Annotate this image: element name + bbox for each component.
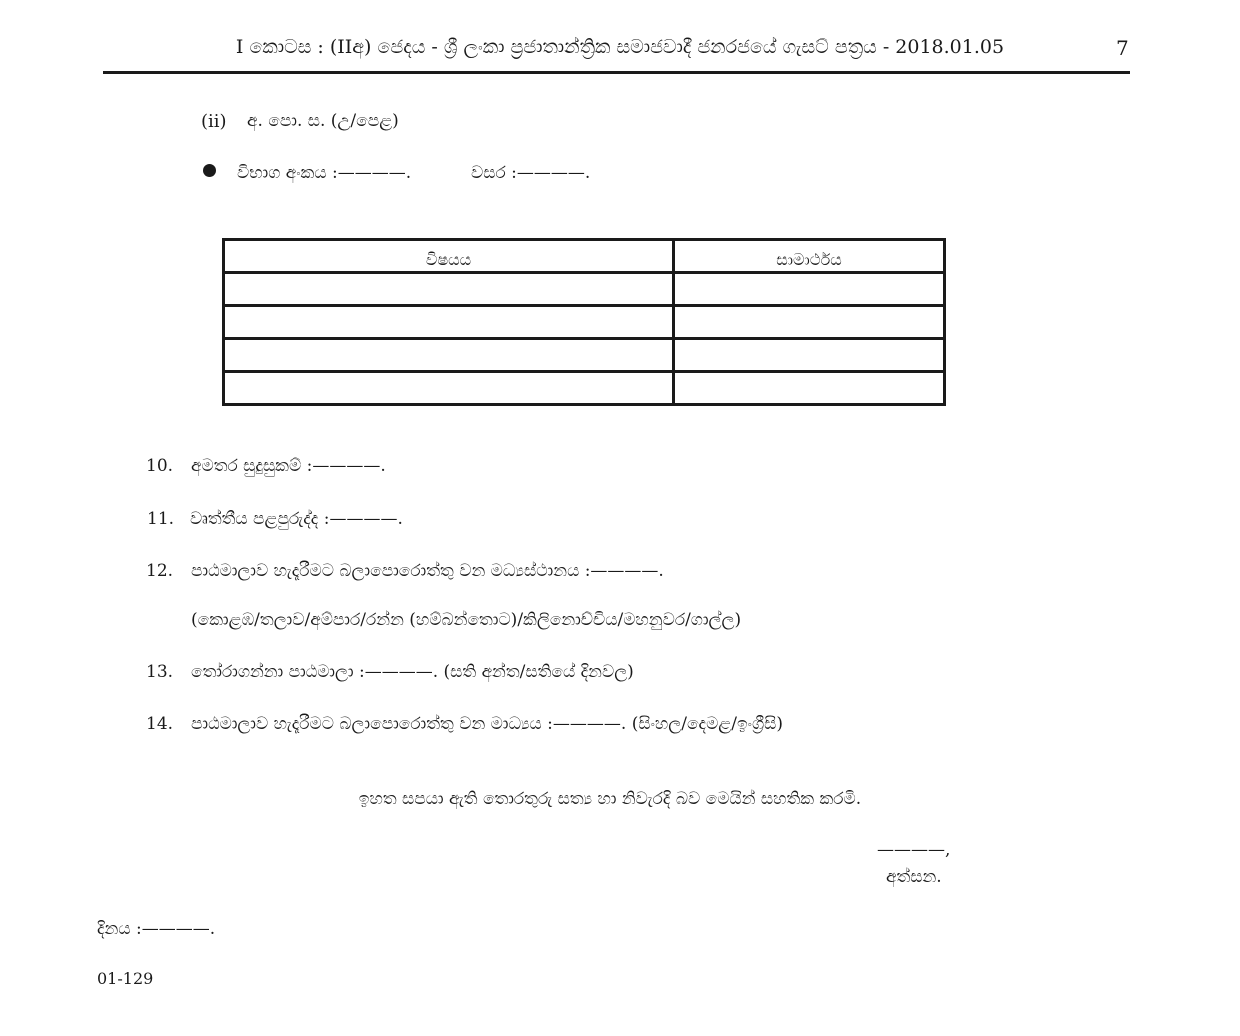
- signature-line: ————,: [877, 840, 951, 860]
- item-12-centre-options: (කොළඹ/තලාව/අම්පාර/රන්න (හම්බන්තොට)/කිලිනොච්චිය/මහනුවර/ගාල්ල): [191, 610, 742, 630]
- table-row: [224, 339, 945, 372]
- subject-cell: [224, 273, 674, 306]
- item-10-number: 10.: [146, 456, 174, 476]
- table-row: [224, 306, 945, 339]
- item-11-number: 11.: [147, 509, 175, 529]
- column-header-subject: විෂයය: [224, 240, 674, 273]
- item-14-medium: පාඨමාලාව හැදෑරීමට බලාපොරොත්තු වන මාධ්‍යය :————. (සිංහල/දෙමළ/ඉංග්‍රීසි): [191, 714, 783, 734]
- result-cell: [674, 273, 945, 306]
- date-field: දිනය :————.: [97, 919, 216, 939]
- section-ii-number: (ii): [201, 111, 227, 132]
- item-12-preferred-centre: පාඨමාලාව හැදෑරීමට බලාපොරොත්තු වන මධ්‍යස්ථානය :————.: [191, 561, 664, 581]
- subject-cell: [224, 339, 674, 372]
- declaration-statement: ඉහත සපයා ඇති තොරතුරු සත්‍ය හා නිවැරදි බව මෙයින් සහතික කරමි.: [358, 789, 862, 809]
- results-table: [222, 238, 946, 406]
- header-divider: [103, 71, 1130, 74]
- page-number: 7: [1116, 36, 1129, 60]
- item-12-number: 12.: [146, 561, 174, 581]
- result-cell: [674, 372, 945, 405]
- item-13-selected-course: තෝරාගන්නා පාඨමාලා :————. (සති අන්ත/සතියේ දිනවල): [191, 662, 634, 682]
- reference-code: 01-129: [97, 969, 154, 988]
- exam-year-field: වසර :————.: [471, 163, 591, 183]
- gazette-header-title: I කොටස : (IIඅ) ජෙදය - ශ්‍රී ලංකා ප්‍රජාතාන්ත්‍රික සමාජවාදී ජනරජයේ ගැසට් පත්‍රය - 2018.01.05: [235, 36, 1005, 58]
- subject-cell: [224, 306, 674, 339]
- column-header-result: සාමාර්ථය: [674, 240, 945, 273]
- section-ii-title: අ. පො. ස. (උ/පෙළ): [247, 111, 399, 131]
- result-cell: [674, 339, 945, 372]
- table-row: [224, 372, 945, 405]
- bullet-icon: [203, 164, 216, 177]
- item-13-number: 13.: [146, 662, 174, 682]
- subject-cell: [224, 372, 674, 405]
- item-11-work-experience: වෘත්තීය පළපුරුද්ද :————.: [190, 509, 403, 529]
- result-cell: [674, 306, 945, 339]
- signature-label: අත්සන.: [886, 867, 942, 887]
- item-10-additional-qualifications: අමතර සුදුසුකම් :————.: [191, 456, 386, 476]
- table-row: [224, 273, 945, 306]
- item-14-number: 14.: [146, 714, 174, 734]
- exam-index-field: විභාග අංකය :————.: [237, 163, 412, 183]
- table-header-row: [224, 240, 945, 273]
